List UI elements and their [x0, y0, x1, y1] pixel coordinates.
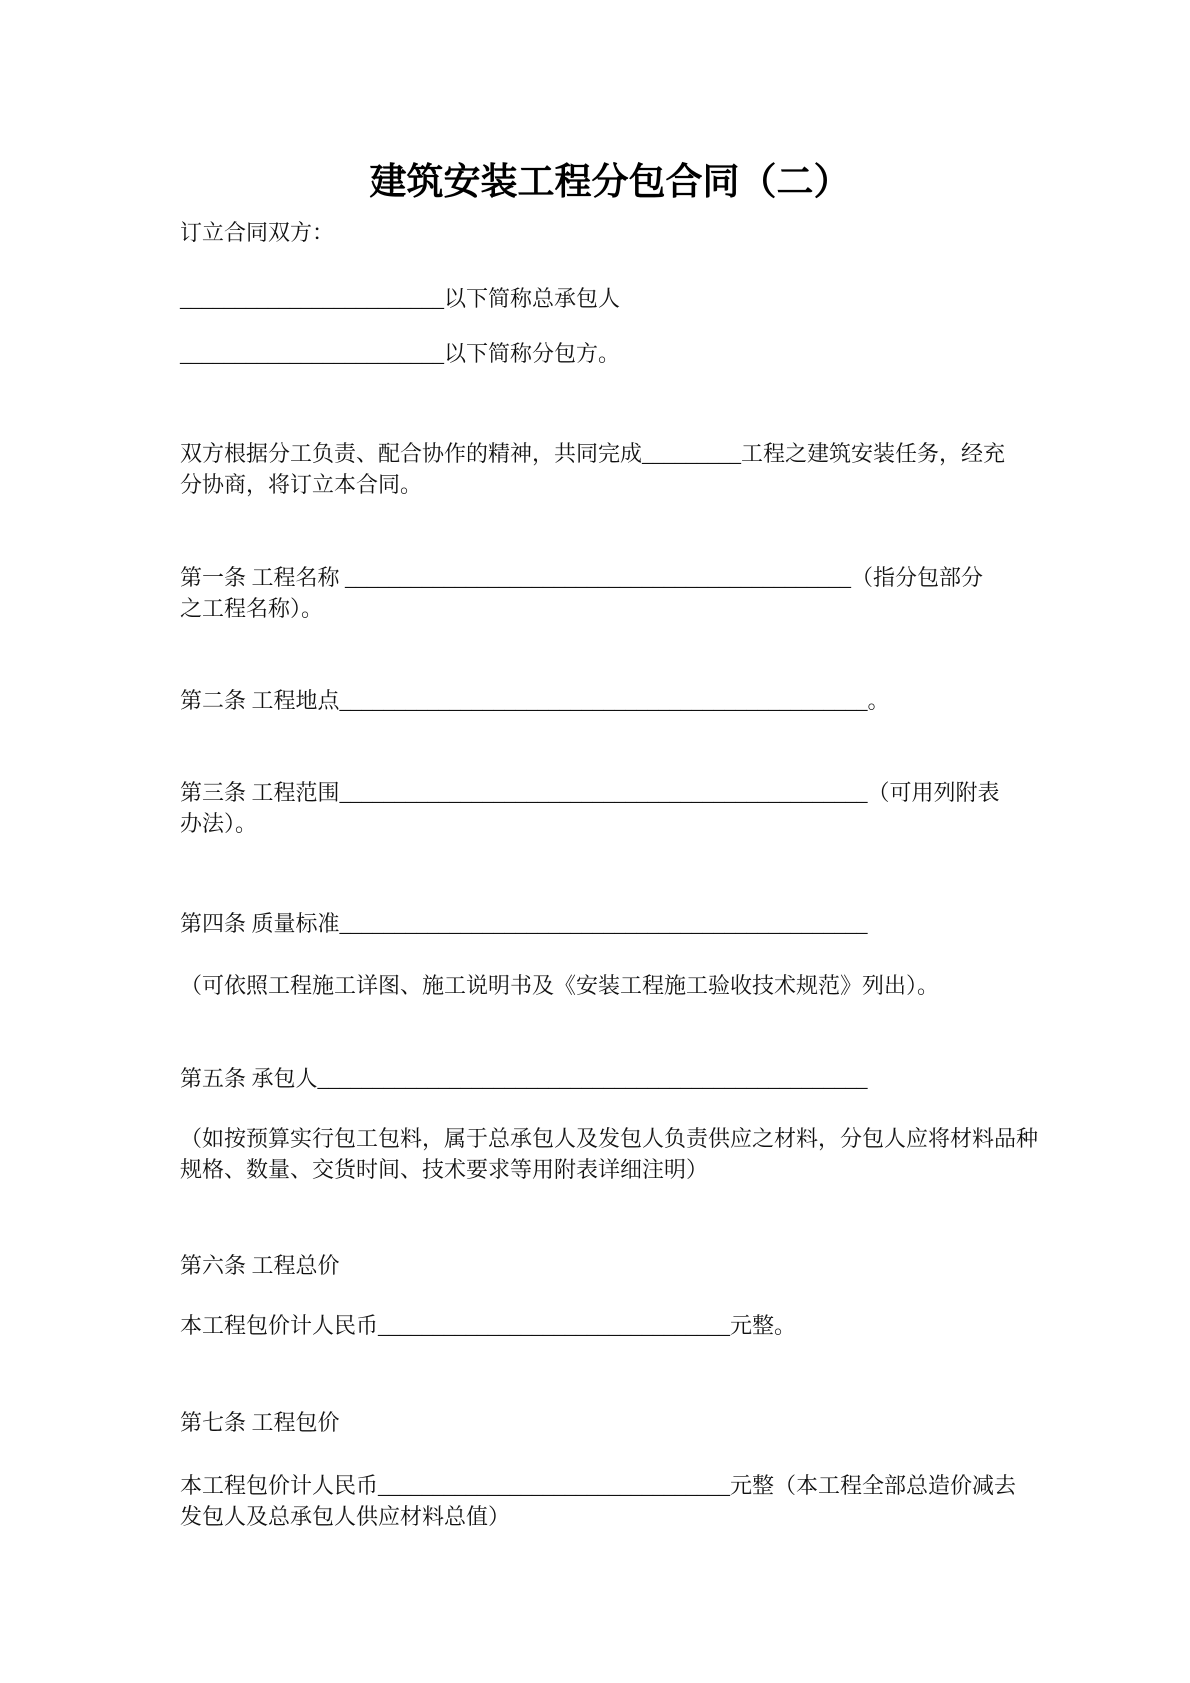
- text-line: 办法）。: [180, 811, 258, 836]
- para-subcontractor-blank: [180, 338, 1060, 369]
- para-clause-1-project-name: [180, 562, 1060, 624]
- text-line: 之工程名称）。: [180, 596, 324, 621]
- para-preamble: [180, 438, 1060, 500]
- text-line: 第四条 质量标准________________________________________________: [180, 911, 868, 936]
- text-line: （可依照工程施工详图、施工说明书及《安装工程施工验收技术规范》列出）。: [180, 973, 940, 998]
- para-clause-3-project-scope: [180, 777, 1060, 839]
- text-line: 第一条 工程名称 ______________________________________________（指分包部分: [180, 565, 984, 590]
- text-line: 订立合同双方：: [180, 220, 335, 245]
- text-line: 本工程包价计人民币________________________________元整。: [180, 1313, 797, 1338]
- text-line: ________________________以下简称总承包人: [180, 286, 621, 311]
- para-clause-7-heading: [180, 1407, 1060, 1438]
- para-clause-4-quality-standard: [180, 908, 1060, 939]
- para-clause-6-heading: [180, 1250, 1060, 1281]
- text-line: 第三条 工程范围________________________________________________（可用列附表: [180, 780, 1000, 805]
- para-clause-4-note: [180, 970, 1060, 1001]
- text-line: 双方根据分工负责、配合协作的精神，共同完成_________工程之建筑安装任务，经充: [180, 441, 1006, 466]
- text-line: ________________________以下简称分包方。: [180, 341, 621, 366]
- text-line: 第二条 工程地点________________________________________________。: [180, 688, 890, 713]
- para-general-contractor-blank: [180, 283, 1060, 314]
- para-clause-6-total-price: [180, 1310, 1060, 1341]
- text-line: 第六条 工程总价: [180, 1253, 340, 1278]
- para-clause-5-contractor: [180, 1063, 1060, 1094]
- para-clause-2-project-site: [180, 685, 1060, 716]
- text-line: 发包人及总承包人供应材料总值）: [180, 1504, 511, 1529]
- para-clause-7-package-price: [180, 1470, 1060, 1532]
- text-line: （如按预算实行包工包料，属于总承包人及发包人负责供应之材料，分包人应将材料品种: [180, 1126, 1039, 1151]
- text-line: 规格、数量、交货时间、技术要求等用附表详细注明）: [180, 1157, 709, 1182]
- para-parties-heading: [180, 217, 1060, 248]
- text-line: 分协商，将订立本合同。: [180, 472, 423, 497]
- document-title: 建筑安装工程分包合同（二）: [369, 162, 851, 203]
- text-line: 第七条 工程包价: [180, 1410, 340, 1435]
- text-line: 本工程包价计人民币________________________________元整（本工程全部总造价减去: [180, 1473, 1017, 1498]
- text-line: 第五条 承包人__________________________________________________: [180, 1066, 868, 1091]
- para-clause-5-note: [180, 1123, 1060, 1185]
